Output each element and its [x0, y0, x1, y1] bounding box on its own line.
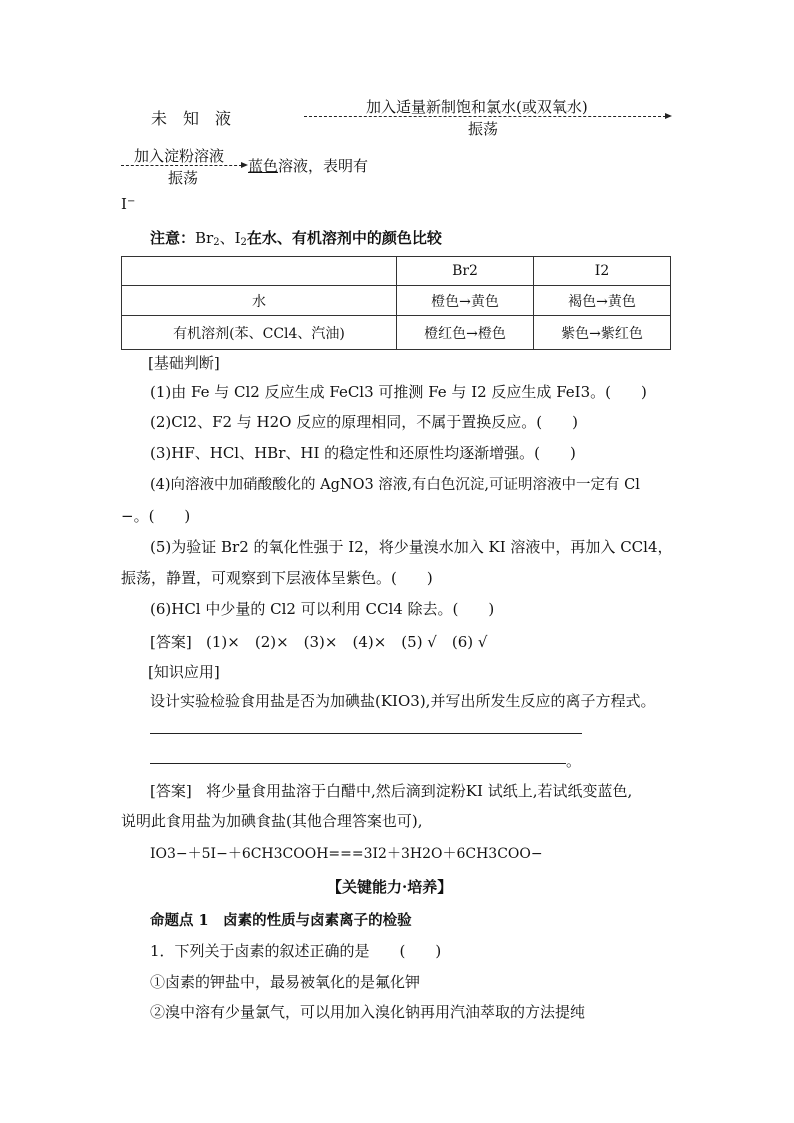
knowledge-answer-line2: 说明此食用盐为加碘食盐(其他合理答案也可),: [121, 812, 423, 830]
question-1-stem: 1．下列关于卤素的叙述正确的是 ( ): [150, 942, 442, 960]
table-header-blank: [122, 257, 397, 286]
option-2: ②溴中溶有少量氯气，可以用加入溴化钠再用汽油萃取的方法提纯: [150, 1003, 586, 1021]
table-cell-br2: 橙红色→橙色: [397, 316, 534, 350]
option-1: ①卤素的钾盐中，最易被氧化的是氟化钾: [150, 973, 421, 991]
note-heading: 注意：$Br_2$、$I_2$在水、有机溶剂中的颜色比较: [150, 229, 442, 248]
table-header-row: [122, 257, 671, 286]
judgment-q6: (6)HCl 中少量的 Cl2 可以利用 CCl4 除去。( ): [150, 600, 495, 618]
judgment-q3: (3)HF、HCl、HBr、HI 的稳定性和还原性均逐渐增强。( ): [150, 444, 576, 462]
flow1-action: 振荡: [468, 120, 499, 138]
table-cell-medium: 有机溶剂(苯、CCl4、汽油): [122, 316, 397, 350]
judgment-q4-line2: −。( ): [121, 507, 191, 525]
flow2-arrow-head-icon: [241, 162, 248, 168]
flow2-reagent: 加入淀粉溶液: [134, 147, 225, 165]
flow1-arrow-head-icon: [665, 113, 672, 119]
table-cell-br2: 橙色→黄色: [397, 286, 534, 316]
answer-blank-period: 。: [566, 752, 582, 770]
table-cell-medium: 水: [122, 286, 397, 316]
judgment-q5-line1: (5)为验证 Br2 的氧化性强于 I2，将少量溴水加入 KI 溶液中，再加入 CCl4，: [150, 538, 673, 556]
judgment-q1: (1)由 Fe 与 Cl2 反应生成 FeCl3 可推测 Fe 与 I2 反应生成 FeI3。( ): [150, 383, 647, 401]
flow2-result: [248, 155, 368, 176]
flow2-iodide-ion: I−: [121, 195, 136, 213]
ionic-equation: IO3−＋5I−＋6CH3COOH===3I2＋3H2O＋6CH3COO−: [150, 846, 543, 862]
answer-blank-line-1: [150, 733, 582, 734]
judgment-q4-line1: (4)向溶液中加硝酸酸化的 AgNO3 溶液,有白色沉淀,可证明溶液中一定有 Cl: [150, 477, 640, 493]
judgment-answer: [答案] (1)× (2)× (3)× (4)× (5) √ (6) √: [150, 633, 488, 651]
table-header-i2: I2: [534, 257, 671, 286]
knowledge-question: 设计实验检验食用盐是否为加碘盐(KIO3),并写出所发生反应的离子方程式。: [150, 692, 656, 710]
table-cell-i2: 紫色→紫红色: [534, 316, 671, 350]
judgment-q5-line2: 振荡，静置，可观察到下层液体呈紫色。( ): [121, 569, 433, 587]
basic-judgment-title: [基础判断]: [148, 354, 220, 372]
table-cell-i2: 褐色→黄色: [534, 286, 671, 316]
flow1-arrow-shaft: [304, 116, 666, 117]
flow1-start: 未 知 液: [151, 109, 232, 128]
topic-heading: 命题点 1 卤素的性质与卤素离子的检验: [150, 912, 412, 929]
flow2-arrow-shaft: [121, 165, 242, 166]
flow2-result-text: 溶液，表明有: [278, 157, 369, 175]
color-comparison-table: [121, 256, 671, 350]
knowledge-title: [知识应用]: [148, 663, 220, 681]
table-row: [122, 286, 671, 316]
flow1-reagent: 加入适量新制饱和氯水(或双氧水): [366, 98, 588, 116]
flow2-result-blue: 蓝色: [248, 157, 279, 175]
table-header-br2: Br2: [397, 257, 534, 286]
section-title: 【关键能力·培养】: [327, 878, 453, 896]
flow2-action: 振荡: [168, 169, 199, 187]
knowledge-answer-line1: [答案] 将少量食用盐溶于白醋中,然后滴到淀粉KI 试纸上,若试纸变蓝色,: [150, 782, 633, 800]
judgment-q2: (2)Cl2、F2 与 H2O 反应的原理相同，不属于置换反应。( ): [150, 413, 578, 431]
table-row: [122, 316, 671, 350]
answer-blank-line-2: [150, 763, 566, 764]
